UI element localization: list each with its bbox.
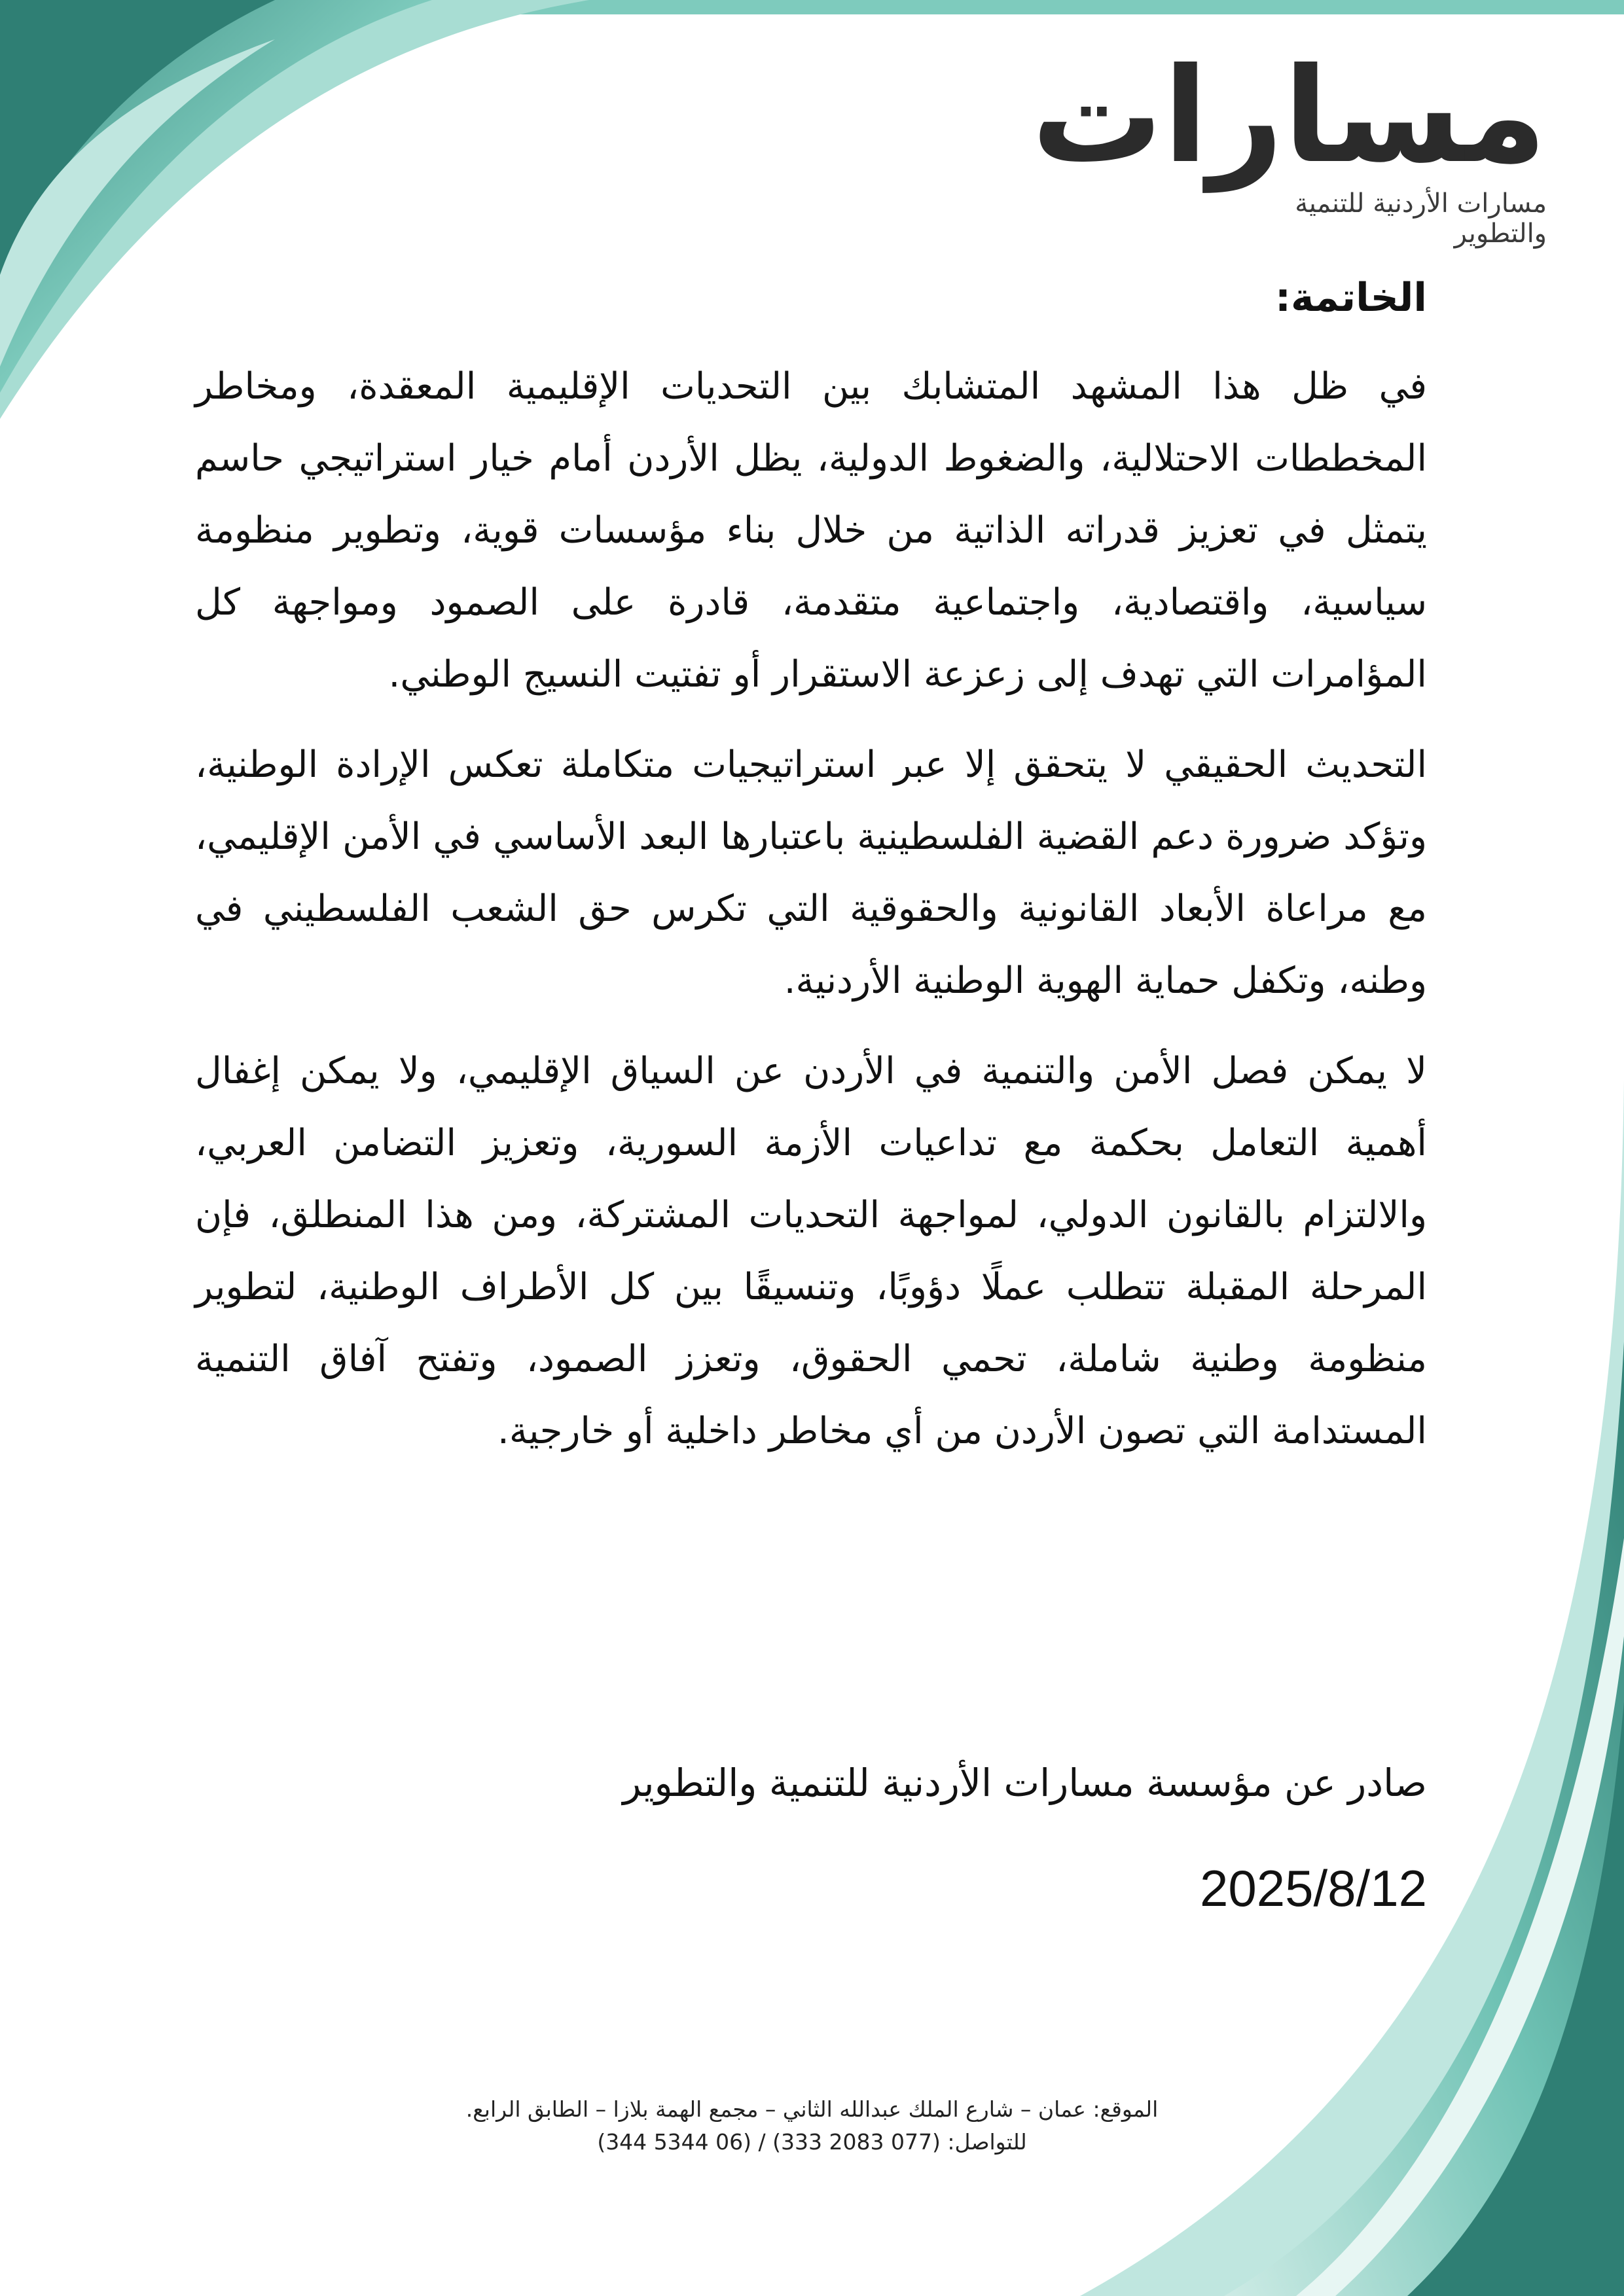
logo-subtitle: مسارات الأردنية للتنمية والتطوير: [1295, 188, 1547, 249]
footer-location: الموقع: عمان – شارع الملك عبدالله الثاني – مجمع الهمة بلازا – الطابق الرابع.: [465, 2096, 1159, 2122]
footer: [0, 2093, 1624, 2159]
document-body: [195, 262, 1427, 1486]
footer-contact: للتواصل: (077 2083 333) / (06 5344 344): [597, 2129, 1027, 2155]
issue-date: 2025/8/12: [1199, 1859, 1427, 1917]
paragraph-2: التحديث الحقيقي لا يتحقق إلا عبر استراتيجيات متكاملة تعكس الإرادة الوطنية، وتؤكد ضرورة دعم القضية الفلسطينية باعتبارها البعد الأساسي في الأمن الإقليمي، مع مراعاة الأبعاد القانونية والحقوقية التي تكرس حق الشعب الفلسطيني في وطنه، وتكفل حماية الهوية الوطنية الأردنية.: [195, 744, 1427, 1002]
paragraph-1: في ظل هذا المشهد المتشابك بين التحديات الإقليمية المعقدة، ومخاطر المخططات الاحتلالية، والضغوط الدولية، يظل الأردن أمام خيار استراتيجي حاسم يتمثل في تعزيز قدراته الذاتية من خلال بناء مؤسسات قوية، وتطوير منظومة سياسية، واقتصادية، واجتماعية متقدمة، قادرة على الصمود ومواجهة كل المؤامرات التي تهدف إلى زعزعة الاستقرار أو تفتيت النسيج الوطني.: [195, 365, 1427, 696]
paragraph-3: لا يمكن فصل الأمن والتنمية في الأردن عن السياق الإقليمي، ولا يمكن إغفال أهمية التعامل بحكمة مع تداعيات الأزمة السورية، وتعزيز التضامن العربي، والالتزام بالقانون الدولي، لمواجهة التحديات المشتركة، ومن هذا المنطلق، فإن المرحلة المقبلة تتطلب عملًا دؤوبًا، وتنسيقًا بين كل الأطراف الوطنية، لتطوير منظومة وطنية شاملة، تحمي الحقوق، وتعزز الصمود، وتفتح آفاق التنمية المستدامة التي تصون الأردن من أي مخاطر داخلية أو خارجية.: [195, 1050, 1427, 1452]
logo: [1031, 40, 1547, 249]
issuer-line: صادر عن مؤسسة مسارات الأردنية للتنمية والتطوير: [623, 1761, 1427, 1805]
section-heading: الخاتمة:: [1274, 275, 1427, 321]
logo-name: مسارات: [1031, 40, 1547, 192]
